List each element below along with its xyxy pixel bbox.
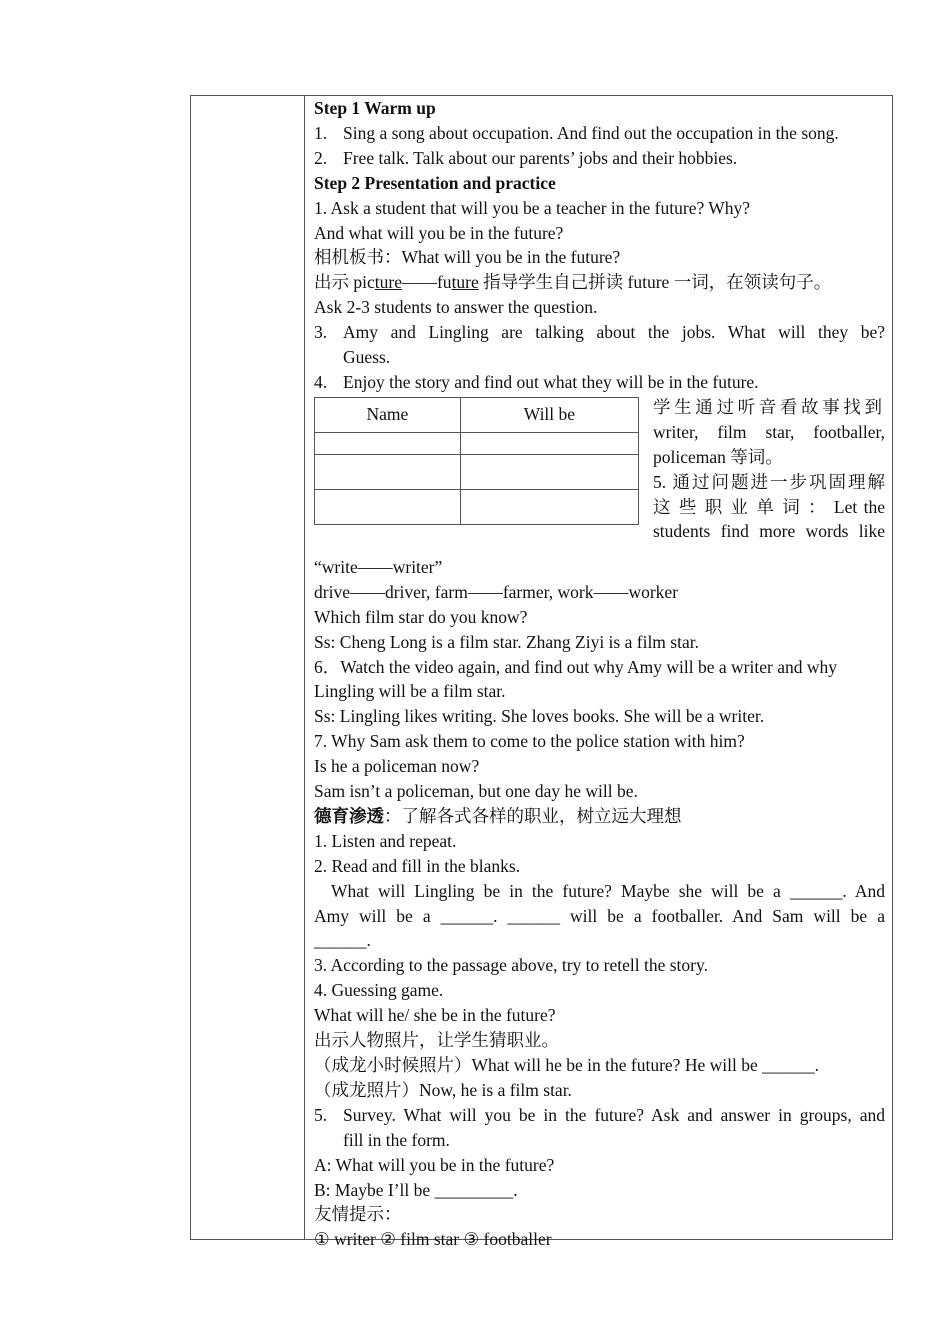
step1-item-2 — [314, 146, 885, 171]
show-a: 出示 pic — [314, 272, 375, 293]
procedure-cell — [314, 96, 885, 1252]
child-photo-line: （成龙小时候照片）What will he be in the future? He will be ______. — [314, 1055, 819, 1075]
blank-line-3: ______. — [314, 930, 371, 951]
item4-text: Enjoy the story and find out what they will be in the future. — [343, 371, 759, 392]
item5-text-b: fill in the form. — [343, 1129, 450, 1150]
item7-line: 7. Why Sam ask them to come to the police station with him? — [314, 731, 745, 752]
board-label: 相机板书： — [314, 247, 402, 268]
show-ture-2: ture — [451, 272, 479, 293]
tip-line: 友情提示： — [314, 1204, 402, 1225]
photo-now-line: （成龙照片）Now, he is a film star. — [314, 1079, 572, 1100]
is-he-line: Is he a policeman now? — [314, 756, 480, 777]
item3-line-a — [314, 320, 885, 345]
header-name: Name — [315, 397, 461, 432]
item5-text-a: Survey. What will you be in the future? Ask and answer in groups, and — [343, 1104, 885, 1125]
item6-line-b: Lingling will be a film star. — [314, 681, 506, 702]
header-will-be: Will be — [460, 397, 638, 432]
retell-line: 3. According to the passage above, try to retell the story. — [314, 955, 708, 976]
write-writer-line: “write——writer” — [314, 556, 443, 577]
show-photo-line: 出示人物照片，让学生猜职业。 — [314, 1030, 559, 1051]
which-star-line: Which film star do you know? — [314, 606, 528, 627]
step1-item-1-num: 1. — [314, 122, 328, 143]
read-fill-line: 2. Read and fill in the blanks. — [314, 855, 521, 876]
ss-lingling-line: Ss: Lingling likes writing. She loves books. She will be a writer. — [314, 706, 765, 727]
drive-driver-line: drive——driver, farm——farmer, work——worker — [314, 581, 679, 602]
name-will-be-table — [314, 397, 639, 525]
table-cell[interactable] — [315, 489, 461, 524]
and-what-line: And what will you be in the future? — [314, 222, 564, 243]
board-text: What will you be in the future? — [401, 247, 621, 268]
lesson-plan-table — [190, 95, 893, 1250]
table-cell[interactable] — [315, 454, 461, 489]
step1-title: Step 1 Warm up — [314, 98, 436, 118]
side-note-line-1: 学生通过听音看故事找到 — [653, 396, 885, 417]
show-b: ——fu — [401, 272, 452, 293]
options-line: ① writer ② film star ③ footballer — [314, 1229, 552, 1250]
item5-line-a — [314, 1103, 885, 1128]
item6-line-a: 6．Watch the video again, and find out why Amy will be a writer and why — [314, 656, 837, 677]
step1-item-2-num: 2. — [314, 147, 328, 168]
step1-item-1 — [314, 121, 885, 146]
item4-num: 4. — [314, 371, 328, 392]
table-cell[interactable] — [460, 454, 638, 489]
side-note-line-5: 这 些 职 业 单 词 ： Let the — [653, 496, 885, 517]
sam-isnt-line: Sam isn’t a policeman, but one day he will be. — [314, 781, 638, 802]
item3-num: 3. — [314, 322, 328, 343]
step2-title: Step 2 Presentation and practice — [314, 172, 556, 193]
board-line — [314, 245, 885, 270]
table-cell[interactable] — [460, 489, 638, 524]
table-cell[interactable] — [460, 432, 638, 454]
ask-teacher-line: 1. Ask a student that will you be a teacher in the future? Why? — [314, 197, 751, 218]
blank-line-1: What will Lingling be in the future? Maybe she will be a ______. And — [331, 880, 885, 901]
item3-text-a: Amy and Lingling are talking about the jobs. What will they be? — [343, 322, 885, 343]
show-c: 指导学生自己拼读 future 一词，在领读句子。 — [478, 272, 832, 293]
item4-line — [314, 370, 885, 395]
table-and-note-row — [314, 395, 885, 555]
blank-line-2: Amy will be a ______. ______ will be a footballer. And Sam will be a — [314, 905, 885, 926]
moral-text: ：了解各式各样的职业，树立远大理想 — [384, 805, 682, 826]
table-cell[interactable] — [315, 432, 461, 454]
what-he-line: What will he/ she be in the future? — [314, 1005, 556, 1026]
item5-num: 5. — [314, 1104, 328, 1125]
show-ture-1: ture — [374, 272, 402, 293]
ask-students-line: Ask 2-3 students to answer the question. — [314, 297, 598, 318]
item3-text-b: Guess. — [343, 347, 391, 368]
left-column-cell — [191, 96, 305, 1239]
step1-item-1-text: Sing a song about occupation. And find out the occupation in the song. — [343, 122, 839, 143]
dialog-b-line: B: Maybe I’ll be _________. — [314, 1179, 518, 1200]
side-note-line-3: policeman 等词。 — [653, 446, 783, 467]
dialog-a-line: A: What will you be in the future? — [314, 1154, 555, 1175]
guess-line: 4. Guessing game. — [314, 980, 444, 1001]
step1-item-2-text: Free talk. Talk about our parents’ jobs and their hobbies. — [343, 147, 738, 168]
side-note-line-4: 5. 通过问题进一步巩固理解 — [653, 471, 885, 492]
side-note — [653, 395, 885, 544]
listen-line: 1. Listen and repeat. — [314, 830, 457, 851]
moral-label: 德育渗透 — [314, 805, 384, 826]
side-note-line-2: writer, film star, footballer, — [653, 421, 885, 442]
moral-line — [314, 804, 885, 829]
side-note-line-6: students find more words like — [653, 521, 885, 542]
ss-cheng-line: Ss: Cheng Long is a film star. Zhang Ziyi is a film star. — [314, 631, 699, 652]
show-picture-line — [314, 270, 885, 295]
